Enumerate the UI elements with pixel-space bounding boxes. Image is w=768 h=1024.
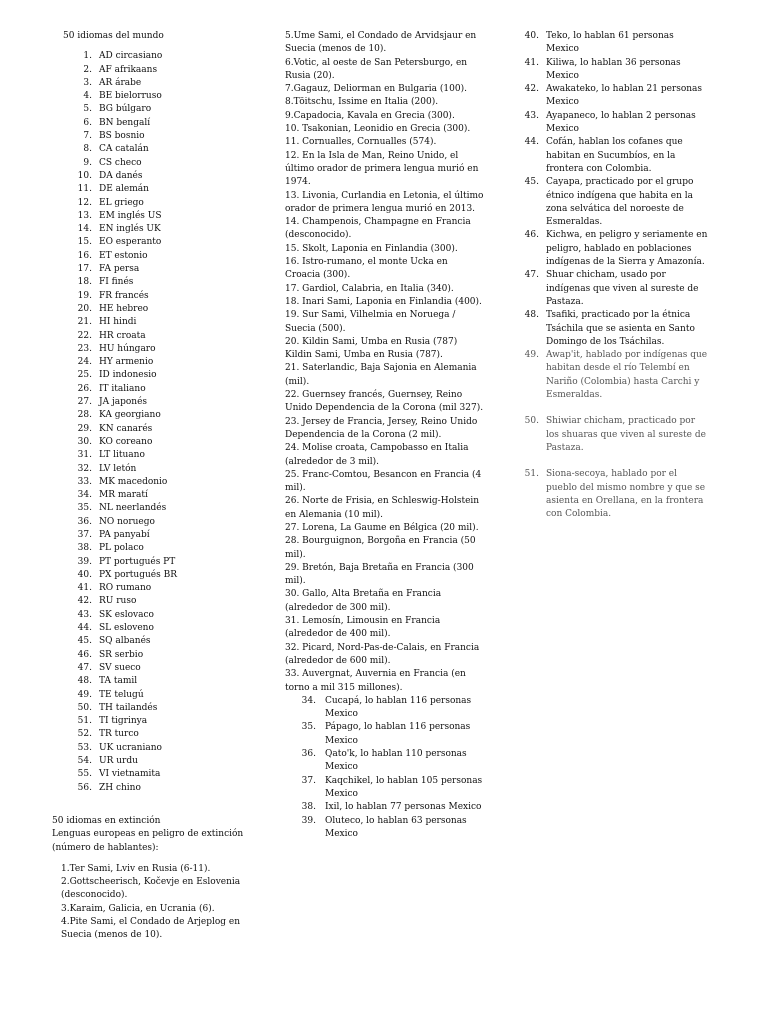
- list-item-number: 37.: [77, 529, 92, 540]
- list-item: [52, 143, 270, 156]
- list-item: 15. Skolt, Laponia en Finlandia (300).: [285, 243, 458, 254]
- list-item-text: Siona-secoya, hablado por el pueblo del mismo nombre y que se asienta en Orellana, en la frontera con Colombia.: [546, 469, 706, 520]
- list-item-text: HE hebreo: [99, 303, 149, 314]
- list-item-text: NO noruego: [99, 516, 155, 527]
- list-item-text: SK eslovaco: [99, 609, 154, 620]
- column-middle: [285, 30, 485, 841]
- list-item: [52, 64, 270, 77]
- list-item: [52, 130, 270, 143]
- list-item-number: 44.: [77, 623, 92, 634]
- list-item-text: HU húngaro: [99, 343, 156, 354]
- list-item-text: Awap'it, hablado por indígenas que habitan desde el río Telembí en Nariño (Colombia) hasta Carchi y Esmeraldas.: [546, 350, 708, 401]
- list-item: [288, 775, 485, 802]
- list-item-text: UK ucraniano: [99, 742, 162, 753]
- list-item-text: Tsafiki, practicado por la étnica Tsáchila que se asienta en Santo Domingo de los Tsáchilas.: [546, 310, 695, 347]
- list-item: [52, 423, 270, 436]
- list-item-number: 36.: [77, 516, 92, 527]
- list-item-number: 1.: [83, 51, 92, 62]
- list-item-number: 24.: [77, 357, 92, 368]
- list-item-text: Pápago, lo hablan 116 personas Mexico: [325, 722, 471, 746]
- list-item: [52, 689, 270, 702]
- list-item: [288, 721, 485, 748]
- list-item: [52, 303, 270, 316]
- list-item: [52, 250, 270, 263]
- list-item-number: 9.: [83, 157, 92, 168]
- list-item-number: 32.: [77, 463, 92, 474]
- list-item-number: 49.: [524, 350, 539, 361]
- list-item: 4.Pite Sami, el Condado de Arjeplog en Suecia (menos de 10).: [61, 917, 240, 941]
- list-item: [52, 529, 270, 542]
- list-item: 25. Franc-Comtou, Besancon en Francia (4 mil).: [285, 469, 482, 494]
- list-item-text: BS bosnio: [99, 131, 145, 142]
- list-item: [52, 369, 270, 382]
- list-item-text: FR francés: [99, 290, 149, 301]
- list-item: [288, 815, 485, 842]
- list-item-number: 23.: [77, 343, 92, 354]
- list-item: [52, 476, 270, 489]
- list-item-text: Kaqchikel, lo hablan 105 personas Mexico: [325, 775, 483, 799]
- list-item-number: 52.: [77, 729, 92, 740]
- list-item: [52, 728, 270, 741]
- list-item-number: 18.: [77, 277, 92, 288]
- list-item-number: 22.: [77, 330, 92, 341]
- list-item: [52, 542, 270, 555]
- list-item: [52, 210, 270, 223]
- list-item: [52, 263, 270, 276]
- list-item-text: PX portugués BR: [99, 569, 177, 580]
- list-item-number: 28.: [77, 410, 92, 421]
- list-item-number: 6.: [83, 117, 92, 128]
- list-item: [52, 183, 270, 196]
- list-item: 30. Gallo, Alta Bretaña en Francia (alrededor de 300 mil).: [285, 589, 442, 613]
- list-item: [52, 383, 270, 396]
- list-item-number: 50.: [524, 416, 539, 427]
- list-item: [52, 649, 270, 662]
- list-item-text: SQ albanés: [99, 636, 151, 647]
- list-item-text: SR serbio: [99, 649, 144, 660]
- list-item: 29. Bretón, Baja Bretaña en Francia (300 mil).: [285, 562, 474, 587]
- list-item-number: 47.: [524, 270, 539, 281]
- list-item-number: 48.: [77, 676, 92, 687]
- list-item: [52, 330, 270, 343]
- list-item: [52, 316, 270, 329]
- list-item-text: HR croata: [99, 330, 146, 341]
- list-item-number: 20.: [77, 303, 92, 314]
- list-item-number: 3.: [83, 77, 92, 88]
- list-item-text: BE bielorruso: [99, 91, 162, 102]
- list-item: 17. Gardiol, Calabria, en Italia (340).: [285, 283, 454, 294]
- list-item: 6.Votic, al oeste de San Petersburgo, en Rusia (20).: [285, 57, 468, 81]
- list-item: [52, 489, 270, 502]
- list-item-text: EN inglés UK: [99, 224, 161, 235]
- list-item: 19. Sur Sami, Vilhelmia en Noruega / Suecia (500).: [285, 310, 456, 334]
- list-item-text: Awakateko, lo hablan 21 personas Mexico: [546, 84, 703, 108]
- list-item: 5.Ume Sami, el Condado de Arvidsjaur en Suecia (menos de 10).: [285, 31, 477, 55]
- list-item: [52, 356, 270, 369]
- list-item: [288, 695, 485, 722]
- list-item: [522, 309, 712, 349]
- list-item-number: 15.: [77, 237, 92, 248]
- list-item-text: BG búlgaro: [99, 104, 152, 115]
- list-item-text: RU ruso: [99, 596, 137, 607]
- list-item-text: Kiliwa, lo hablan 36 personas Mexico: [546, 57, 681, 81]
- list-item: [52, 276, 270, 289]
- language-list: [52, 50, 270, 795]
- list-item-number: 13.: [77, 210, 92, 221]
- list-item: 21. Saterlandic, Baja Sajonia en Alemania (mil).: [285, 363, 477, 387]
- list-item-text: Shuar chicham, usado por indígenas que viven al sureste de Pastaza.: [546, 270, 699, 307]
- list-item-number: 42.: [524, 84, 539, 95]
- list-item: [52, 556, 270, 569]
- list-item-text: PT portugués PT: [99, 556, 176, 567]
- list-item-number: 39.: [77, 556, 92, 567]
- list-item-number: 49.: [77, 689, 92, 700]
- list-item-number: 38.: [77, 543, 92, 554]
- list-item: [52, 396, 270, 409]
- list-item: [522, 83, 712, 110]
- list-item: [52, 635, 270, 648]
- list-item-text: Oluteco, lo hablan 63 personas Mexico: [325, 815, 467, 839]
- list-item: [52, 436, 270, 449]
- list-item: [52, 197, 270, 210]
- list-item-text: DE alemán: [99, 184, 149, 195]
- list-item-number: 19.: [77, 290, 92, 301]
- list-item-text: VI vietnamita: [99, 769, 161, 780]
- list-item: [522, 415, 712, 455]
- list-item: [52, 582, 270, 595]
- list-item-number: 53.: [77, 742, 92, 753]
- list-item-number: 14.: [77, 224, 92, 235]
- list-item-text: SV sueco: [99, 662, 141, 673]
- list-item: [52, 223, 270, 236]
- list-item-number: 36.: [301, 749, 316, 760]
- list-item: 3.Karaim, Galicia, en Ucrania (6).: [61, 903, 215, 914]
- list-item-number: 43.: [77, 609, 92, 620]
- list-item: [52, 755, 270, 768]
- list-item-text: Cayapa, practicado por el grupo étnico indígena que habita en la zona selvática del noroeste de Esmeraldas.: [546, 177, 694, 228]
- list-item: [52, 675, 270, 688]
- list-item-text: Ixil, lo hablan 77 personas Mexico: [325, 802, 482, 813]
- list-item-number: 54.: [77, 756, 92, 767]
- list-item-text: KO coreano: [99, 436, 153, 447]
- list-item: [288, 748, 485, 775]
- list-item: [522, 110, 712, 137]
- list-item-text: MR maratí: [99, 490, 148, 501]
- list-item: [52, 236, 270, 249]
- list-item: [52, 463, 270, 476]
- list-item-number: 11.: [77, 184, 92, 195]
- list-item-number: 34.: [77, 490, 92, 501]
- list-item-number: 10.: [77, 170, 92, 181]
- list-item-number: 40.: [77, 569, 92, 580]
- mexico-list: [285, 695, 485, 841]
- list-item: 2.Gottscheerisch, Kočevje en Eslovenia (desconocido).: [61, 877, 241, 901]
- column-left: [52, 30, 270, 943]
- list-item-text: Qato'k, lo hablan 110 personas Mexico: [325, 749, 467, 773]
- list-item-text: FI finés: [99, 277, 134, 288]
- list-item-number: 16.: [77, 250, 92, 261]
- list-item-number: 8.: [83, 144, 92, 155]
- list-item: [52, 157, 270, 170]
- list-item-text: EL griego: [99, 197, 144, 208]
- list-item: [52, 409, 270, 422]
- list-item: 7.Gagauz, Deliorman en Bulgaria (100).: [285, 84, 467, 95]
- list-item: 26. Norte de Frisia, en Schleswig-Holstein en Alemania (10 mil).: [285, 496, 480, 520]
- list-item-text: HY armenio: [99, 357, 154, 368]
- list-item-text: PL polaco: [99, 543, 144, 554]
- list-item-text: Shiwiar chicham, practicado por los shuaras que viven al sureste de Pastaza.: [546, 416, 706, 453]
- list-item-number: 25.: [77, 370, 92, 381]
- latam-list: [522, 30, 712, 349]
- list-item: [52, 715, 270, 728]
- list-item: 32. Picard, Nord-Pas-de-Calais, en Francia (alrededor de 600 mil).: [285, 642, 480, 666]
- heading-endangered: 50 idiomas en extinción: [52, 815, 161, 826]
- list-item: [52, 170, 270, 183]
- list-item-number: 34.: [301, 695, 316, 706]
- list-item-text: AR árabe: [99, 77, 142, 88]
- list-item-text: ID indonesio: [99, 370, 157, 381]
- list-item: [522, 30, 712, 57]
- list-item-number: 45.: [77, 636, 92, 647]
- list-item-number: 4.: [83, 91, 92, 102]
- list-item-number: 50.: [77, 702, 92, 713]
- list-item: [522, 269, 712, 309]
- list-item-text: LT lituano: [99, 450, 145, 461]
- list-item: [52, 516, 270, 529]
- list-item: 22. Guernsey francés, Guernsey, Reino Unido Dependencia de la Corona (mil 327).: [285, 390, 484, 414]
- list-item-text: JA japonés: [99, 397, 148, 408]
- list-item-number: 46.: [524, 230, 539, 241]
- list-item: 18. Inari Sami, Laponia en Finlandia (400).: [285, 296, 482, 307]
- list-item-text: Teko, lo hablan 61 personas Mexico: [546, 31, 674, 55]
- list-item: [52, 622, 270, 635]
- list-item-number: 46.: [77, 649, 92, 660]
- list-item: 8.Töitschu, Issime en Italia (200).: [285, 97, 439, 108]
- list-item: 33. Auvergnat, Auvernia en Francia (en torno a mil 315 millones).: [285, 669, 466, 693]
- list-item: [522, 229, 712, 269]
- list-item-text: TR turco: [99, 729, 139, 740]
- list-item-text: TA tamil: [99, 676, 138, 687]
- list-item-text: UR urdu: [99, 756, 138, 767]
- list-item: [52, 702, 270, 715]
- list-item-text: TH tailandés: [99, 702, 158, 713]
- list-item-text: TE telugú: [99, 689, 144, 700]
- list-item-text: NL neerlandés: [99, 503, 167, 514]
- list-item-number: 30.: [77, 436, 92, 447]
- list-item-text: KA georgiano: [99, 410, 161, 421]
- list-item-number: 51.: [77, 716, 92, 727]
- subheading-speakers: (número de hablantes):: [52, 842, 159, 853]
- list-item-text: Ayapaneco, lo hablan 2 personas Mexico: [546, 110, 696, 135]
- list-item-number: 2.: [83, 64, 92, 75]
- list-item-number: 27.: [77, 397, 92, 408]
- subheading-european: Lenguas europeas en peligro de extinción: [52, 829, 244, 840]
- list-item-text: KN canarés: [99, 423, 153, 434]
- list-item-number: 5.: [83, 104, 92, 115]
- list-item-number: 51.: [524, 469, 539, 480]
- list-item: 28. Bourguignon, Borgoña en Francia (50 mil).: [285, 536, 476, 560]
- list-item: [52, 343, 270, 356]
- list-item: 24. Molise croata, Campobasso en Italia (alrededor de 3 mil).: [285, 443, 469, 467]
- list-item: 10. Tsakonian, Leonidio en Grecia (300).: [285, 124, 471, 135]
- list-item: 12. En la Isla de Man, Reino Unido, el último orador de primera lengua murió en 1974.: [285, 150, 479, 188]
- list-item-text: TI tigrinya: [99, 716, 148, 727]
- list-item-number: 39.: [301, 815, 316, 826]
- list-item-number: 26.: [77, 383, 92, 394]
- list-item-number: 42.: [77, 596, 92, 607]
- list-item-number: 35.: [301, 722, 316, 733]
- list-item-number: 40.: [524, 31, 539, 41]
- heading-world-languages: 50 idiomas del mundo: [63, 31, 164, 41]
- list-item: [522, 468, 712, 521]
- list-item-text: LV letón: [99, 463, 137, 474]
- endangered-list-continued: [285, 30, 485, 695]
- list-item-number: 41.: [77, 583, 92, 594]
- list-item: [522, 57, 712, 84]
- list-item-text: CA catalán: [99, 144, 149, 155]
- list-item-number: 37.: [301, 775, 316, 786]
- list-item: [52, 103, 270, 116]
- list-item: 31. Lemosín, Limousin en Francia (alrededor de 400 mil).: [285, 616, 441, 640]
- list-item-number: 12.: [77, 197, 92, 208]
- endangered-list: [52, 863, 270, 943]
- list-item-number: 48.: [524, 310, 539, 321]
- list-item-number: 17.: [77, 264, 92, 275]
- list-item: [52, 502, 270, 515]
- list-item: 11. Cornualles, Cornualles (574).: [285, 137, 437, 148]
- list-item: [52, 90, 270, 103]
- list-item: [52, 595, 270, 608]
- list-item-text: FA persa: [99, 264, 140, 275]
- latam-list-gray: [522, 349, 712, 521]
- list-item-text: RO rumano: [99, 583, 152, 594]
- list-item-number: 44.: [524, 137, 539, 148]
- list-item-number: 31.: [77, 450, 92, 461]
- list-item-text: PA panyabí: [99, 529, 150, 540]
- list-item: 13. Livonia, Curlandia en Letonia, el último orador de primera lengua murió en 2013.: [285, 190, 484, 214]
- list-item-text: ET estonio: [99, 250, 148, 261]
- list-item: [52, 117, 270, 130]
- column-right: [522, 30, 712, 521]
- list-item-number: 35.: [77, 503, 92, 514]
- list-item: 20. Kildin Sami, Umba en Rusia (787) Kildin Sami, Umba en Rusia (787).: [285, 336, 458, 361]
- list-item-text: ZH chino: [99, 782, 141, 793]
- list-item-number: 41.: [524, 57, 539, 68]
- list-item-number: 38.: [301, 802, 316, 813]
- list-item: [52, 662, 270, 675]
- list-item: 23. Jersey de Francia, Jersey, Reino Unido Dependencia de la Corona (2 mil).: [285, 416, 478, 440]
- list-item-number: 56.: [77, 782, 92, 793]
- list-item: [52, 742, 270, 755]
- list-item: [52, 768, 270, 781]
- list-item-number: 7.: [83, 131, 92, 142]
- list-item-number: 45.: [524, 177, 539, 188]
- list-item-text: DA danés: [99, 170, 143, 181]
- list-item-number: 29.: [77, 423, 92, 434]
- list-item: [52, 50, 270, 63]
- list-item: 16. Istro-rumano, el monte Ucka en Croacia (300).: [285, 257, 448, 281]
- list-item-text: BN bengalí: [99, 117, 151, 128]
- list-item: [522, 136, 712, 176]
- list-item: [52, 449, 270, 462]
- list-item: [288, 801, 485, 814]
- list-item: 9.Capadocia, Kavala en Grecia (300).: [285, 110, 455, 121]
- list-item-number: 33.: [77, 476, 92, 487]
- list-item-text: EO esperanto: [99, 237, 162, 248]
- list-item: [52, 609, 270, 622]
- list-item: [52, 290, 270, 303]
- list-item: 14. Champenois, Champagne en Francia (desconocido).: [285, 217, 471, 241]
- list-item-number: 21.: [77, 317, 92, 328]
- list-item: [52, 782, 270, 795]
- list-item-text: HI hindi: [99, 317, 137, 328]
- list-item: [522, 349, 712, 402]
- list-item-text: EM inglés US: [99, 210, 162, 221]
- list-item: [52, 569, 270, 582]
- list-item-text: SL esloveno: [99, 623, 154, 634]
- list-item-text: AF afrikaans: [99, 64, 158, 75]
- list-item-number: 47.: [77, 662, 92, 673]
- list-item: [522, 176, 712, 229]
- list-item: 27. Lorena, La Gaume en Bélgica (20 mil).: [285, 522, 479, 533]
- list-item-text: IT italiano: [99, 383, 146, 394]
- list-item: [52, 77, 270, 90]
- list-item-text: Cofán, hablan los cofanes que habitan en Sucumbíos, en la frontera con Colombia.: [546, 137, 683, 174]
- list-item-text: Kichwa, en peligro y seriamente en peligro, hablado en poblaciones indígenas de la Sierra y Amazonía.: [546, 230, 708, 268]
- list-item-number: 43.: [524, 110, 539, 121]
- list-item-text: Cucapá, lo hablan 116 personas Mexico: [325, 695, 472, 720]
- list-item-text: MK macedonio: [99, 476, 168, 487]
- list-item-number: 55.: [77, 769, 92, 780]
- list-item: 1.Ter Sami, Lviv en Rusia (6-11).: [61, 863, 211, 874]
- list-item-text: AD circasiano: [99, 51, 163, 62]
- list-item-text: CS checo: [99, 157, 142, 168]
